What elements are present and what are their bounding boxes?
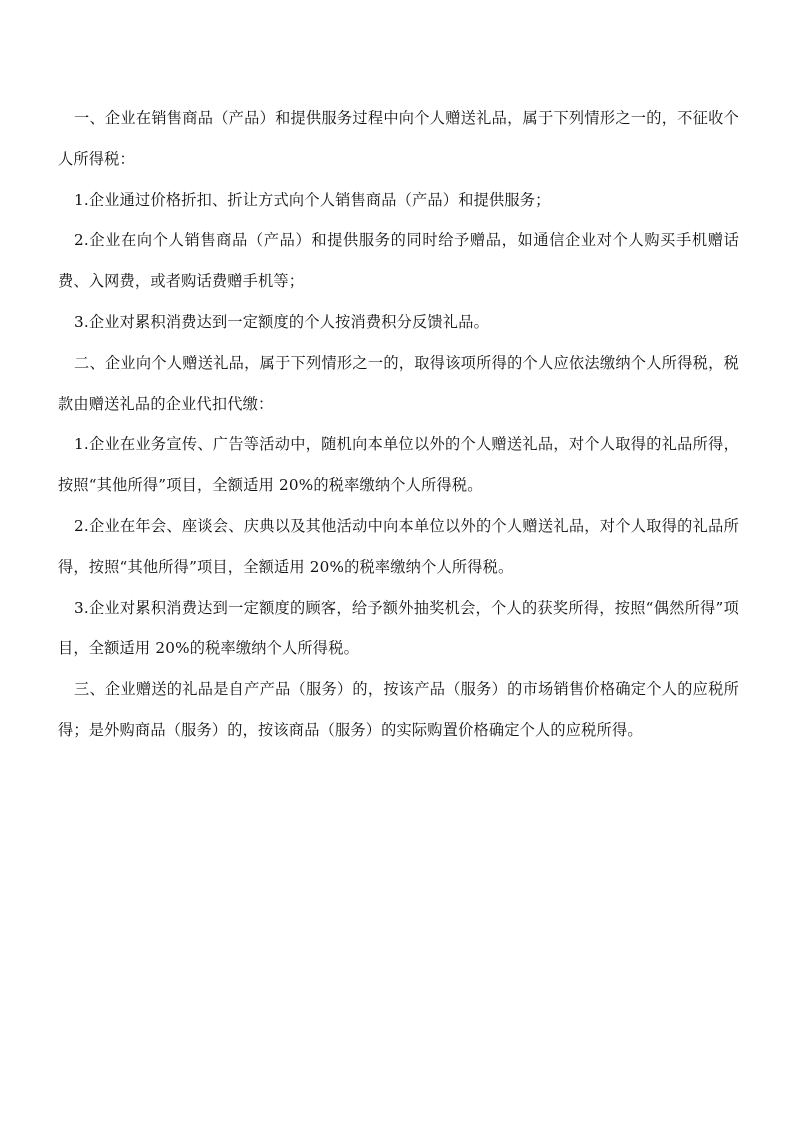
paragraph-section-1-item-1: 1.企业通过价格折扣、折让方式向个人销售商品（产品）和提供服务； <box>74 190 551 209</box>
paragraph-section-1-intro: 一、企业在销售商品（产品）和提供服务过程中向个人赠送礼品，属于下列情形之一的，不征收个人所得税： <box>58 109 739 168</box>
document-body <box>58 98 739 751</box>
paragraph-section-2-item-2: 2.企业在年会、座谈会、庆典以及其他活动中向本单位以外的个人赠送礼品，对个人取得的礼品所得，按照“其他所得”项目，全额适用 20%的税率缴纳个人所得税。 <box>58 516 739 576</box>
paragraph-section-2-intro: 二、企业向个人赠送礼品，属于下列情形之一的，取得该项所得的个人应依法缴纳个人所得税，税款由赠送礼品的企业代扣代缴： <box>58 353 739 413</box>
paragraph-section-2-item-3: 3.企业对累积消费达到一定额度的顾客，给予额外抽奖机会，个人的获奖所得，按照“偶然所得”项目，全额适用 20%的税率缴纳个人所得税。 <box>58 598 739 658</box>
paragraph-section-1-item-3: 3.企业对累积消费达到一定额度的个人按消费积分反馈礼品。 <box>74 312 489 331</box>
paragraph-section-2-item-1: 1.企业在业务宣传、广告等活动中，随机向本单位以外的个人赠送礼品，对个人取得的礼品所得，按照“其他所得”项目，全额适用 20%的税率缴纳个人所得税。 <box>58 435 739 495</box>
paragraph-section-3: 三、企业赠送的礼品是自产产品（服务）的，按该产品（服务）的市场销售价格确定个人的应税所得；是外购商品（服务）的，按该商品（服务）的实际购置价格确定个人的应税所得。 <box>58 680 739 739</box>
paragraph-section-1-item-2: 2.企业在向个人销售商品（产品）和提供服务的同时给予赠品，如通信企业对个人购买手机赠话费、入网费，或者购话费赠手机等； <box>58 231 739 291</box>
